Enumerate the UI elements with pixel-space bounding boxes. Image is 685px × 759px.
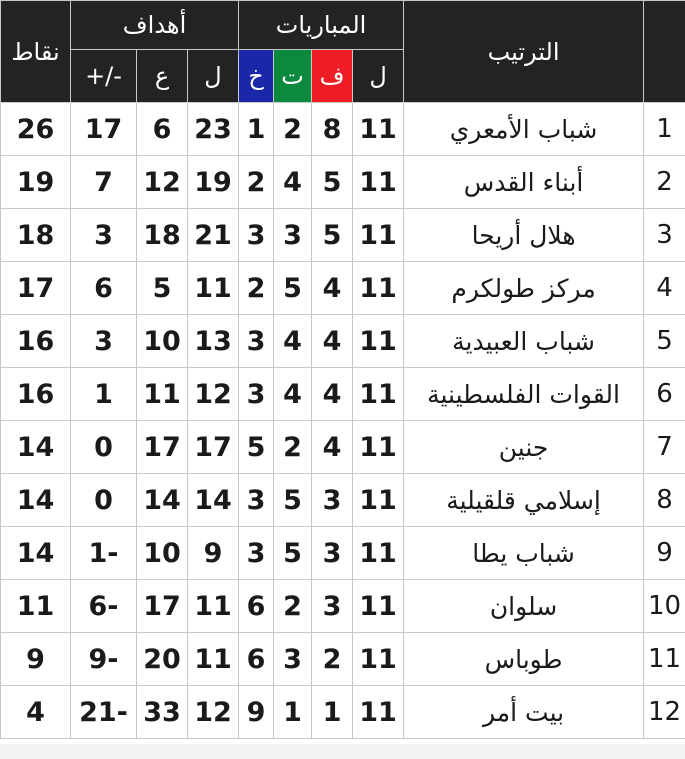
cell-lost: 3 <box>312 527 353 580</box>
cell-goals-for: 17 <box>188 421 239 474</box>
cell-rank: 4 <box>644 262 685 315</box>
cell-points: 26 <box>1 103 71 156</box>
cell-played: 11 <box>353 686 404 739</box>
cell-played: 11 <box>353 315 404 368</box>
cell-points: 11 <box>1 580 71 633</box>
cell-goals-against: 17 <box>137 421 188 474</box>
cell-points: 16 <box>1 368 71 421</box>
cell-points: 18 <box>1 209 71 262</box>
cell-goal-diff: 21- <box>71 686 137 739</box>
cell-drawn: 4 <box>274 156 312 209</box>
cell-goal-diff: 0 <box>71 474 137 527</box>
header-row-top <box>1 1 685 50</box>
cell-goal-diff: 3 <box>71 209 137 262</box>
cell-rank: 5 <box>644 315 685 368</box>
cell-goals-for: 11 <box>188 580 239 633</box>
header-rank-number <box>644 1 685 103</box>
cell-lost: 4 <box>312 368 353 421</box>
cell-played: 11 <box>353 580 404 633</box>
cell-goal-diff: 1- <box>71 527 137 580</box>
cell-played: 11 <box>353 209 404 262</box>
cell-drawn: 5 <box>274 474 312 527</box>
cell-goals-against: 5 <box>137 262 188 315</box>
cell-won: 2 <box>239 262 274 315</box>
cell-won: 3 <box>239 368 274 421</box>
cell-team: أبناء القدس <box>404 156 644 209</box>
table-row[interactable] <box>1 103 685 156</box>
cell-team: شباب الأمعري <box>404 103 644 156</box>
table-row[interactable] <box>1 156 685 209</box>
cell-points: 17 <box>1 262 71 315</box>
cell-goal-diff: 0 <box>71 421 137 474</box>
cell-goals-for: 11 <box>188 262 239 315</box>
cell-lost: 3 <box>312 474 353 527</box>
cell-goals-against: 10 <box>137 315 188 368</box>
cell-goals-against: 14 <box>137 474 188 527</box>
cell-team: هلال أريحا <box>404 209 644 262</box>
cell-team: إسلامي قلقيلية <box>404 474 644 527</box>
cell-goals-against: 18 <box>137 209 188 262</box>
cell-played: 11 <box>353 527 404 580</box>
header-points[interactable]: نقاط <box>1 1 71 103</box>
cell-drawn: 3 <box>274 209 312 262</box>
table-row[interactable] <box>1 527 685 580</box>
cell-goals-against: 17 <box>137 580 188 633</box>
cell-goal-diff: 6- <box>71 580 137 633</box>
cell-team: سلوان <box>404 580 644 633</box>
table-row[interactable] <box>1 315 685 368</box>
cell-played: 11 <box>353 156 404 209</box>
cell-rank: 12 <box>644 686 685 739</box>
cell-won: 5 <box>239 421 274 474</box>
cell-lost: 5 <box>312 156 353 209</box>
table-row[interactable] <box>1 421 685 474</box>
cell-lost: 4 <box>312 315 353 368</box>
cell-drawn: 3 <box>274 633 312 686</box>
table-row[interactable] <box>1 209 685 262</box>
cell-rank: 10 <box>644 580 685 633</box>
cell-rank: 9 <box>644 527 685 580</box>
cell-played: 11 <box>353 474 404 527</box>
cell-won: 2 <box>239 156 274 209</box>
cell-drawn: 2 <box>274 103 312 156</box>
cell-goal-diff: 3 <box>71 315 137 368</box>
cell-won: 6 <box>239 580 274 633</box>
cell-team: بيت أمر <box>404 686 644 739</box>
cell-points: 14 <box>1 527 71 580</box>
table-row[interactable] <box>1 686 685 739</box>
cell-lost: 5 <box>312 209 353 262</box>
table-row[interactable] <box>1 262 685 315</box>
cell-team: طوباس <box>404 633 644 686</box>
cell-goals-for: 9 <box>188 527 239 580</box>
cell-played: 11 <box>353 262 404 315</box>
cell-rank: 11 <box>644 633 685 686</box>
cell-rank: 6 <box>644 368 685 421</box>
table-row[interactable] <box>1 474 685 527</box>
cell-team: مركز طولكرم <box>404 262 644 315</box>
cell-goals-against: 33 <box>137 686 188 739</box>
cell-won: 3 <box>239 209 274 262</box>
cell-goals-for: 21 <box>188 209 239 262</box>
cell-goals-for: 23 <box>188 103 239 156</box>
cell-won: 9 <box>239 686 274 739</box>
cell-lost: 4 <box>312 421 353 474</box>
cell-drawn: 5 <box>274 262 312 315</box>
cell-lost: 1 <box>312 686 353 739</box>
cell-lost: 4 <box>312 262 353 315</box>
cell-goals-for: 12 <box>188 368 239 421</box>
cell-drawn: 1 <box>274 686 312 739</box>
header-played[interactable]: ل <box>353 50 404 103</box>
bottom-strip <box>0 744 685 759</box>
cell-won: 3 <box>239 315 274 368</box>
cell-goals-against: 20 <box>137 633 188 686</box>
cell-played: 11 <box>353 103 404 156</box>
cell-drawn: 2 <box>274 421 312 474</box>
header-goal-diff[interactable]: +/- <box>71 50 137 103</box>
cell-drawn: 4 <box>274 315 312 368</box>
cell-rank: 7 <box>644 421 685 474</box>
cell-rank: 3 <box>644 209 685 262</box>
cell-goals-for: 14 <box>188 474 239 527</box>
cell-drawn: 2 <box>274 580 312 633</box>
cell-goal-diff: 7 <box>71 156 137 209</box>
cell-goals-for: 13 <box>188 315 239 368</box>
cell-points: 9 <box>1 633 71 686</box>
cell-goals-against: 10 <box>137 527 188 580</box>
table-row[interactable] <box>1 633 685 686</box>
header-lost[interactable]: ف <box>312 50 353 103</box>
header-matches: المباريات <box>239 1 404 50</box>
cell-drawn: 5 <box>274 527 312 580</box>
cell-goals-against: 6 <box>137 103 188 156</box>
cell-points: 14 <box>1 474 71 527</box>
cell-won: 3 <box>239 527 274 580</box>
cell-goals-for: 12 <box>188 686 239 739</box>
cell-won: 1 <box>239 103 274 156</box>
header-goals: أهداف <box>71 1 239 50</box>
cell-team: جنين <box>404 421 644 474</box>
cell-goal-diff: 6 <box>71 262 137 315</box>
header-goals-against[interactable]: ع <box>137 50 188 103</box>
cell-played: 11 <box>353 633 404 686</box>
cell-goal-diff: 17 <box>71 103 137 156</box>
cell-points: 16 <box>1 315 71 368</box>
cell-goal-diff: 1 <box>71 368 137 421</box>
table-row[interactable] <box>1 580 685 633</box>
cell-goals-against: 12 <box>137 156 188 209</box>
cell-rank: 2 <box>644 156 685 209</box>
cell-lost: 3 <box>312 580 353 633</box>
cell-played: 11 <box>353 368 404 421</box>
cell-goal-diff: 9- <box>71 633 137 686</box>
header-goals-for[interactable]: ل <box>188 50 239 103</box>
cell-points: 4 <box>1 686 71 739</box>
header-drawn[interactable]: ت <box>274 50 312 103</box>
cell-rank: 1 <box>644 103 685 156</box>
standings-body <box>1 103 685 739</box>
cell-points: 14 <box>1 421 71 474</box>
cell-goals-for: 11 <box>188 633 239 686</box>
table-row[interactable] <box>1 368 685 421</box>
header-won[interactable]: خ <box>239 50 274 103</box>
cell-drawn: 4 <box>274 368 312 421</box>
cell-played: 11 <box>353 421 404 474</box>
cell-team: شباب العبيدية <box>404 315 644 368</box>
cell-lost: 2 <box>312 633 353 686</box>
cell-points: 19 <box>1 156 71 209</box>
cell-won: 3 <box>239 474 274 527</box>
cell-team: القوات الفلسطينية <box>404 368 644 421</box>
cell-team: شباب يطا <box>404 527 644 580</box>
cell-rank: 8 <box>644 474 685 527</box>
cell-goals-against: 11 <box>137 368 188 421</box>
cell-goals-for: 19 <box>188 156 239 209</box>
header-rank[interactable]: الترتيب <box>404 1 644 103</box>
cell-lost: 8 <box>312 103 353 156</box>
cell-won: 6 <box>239 633 274 686</box>
